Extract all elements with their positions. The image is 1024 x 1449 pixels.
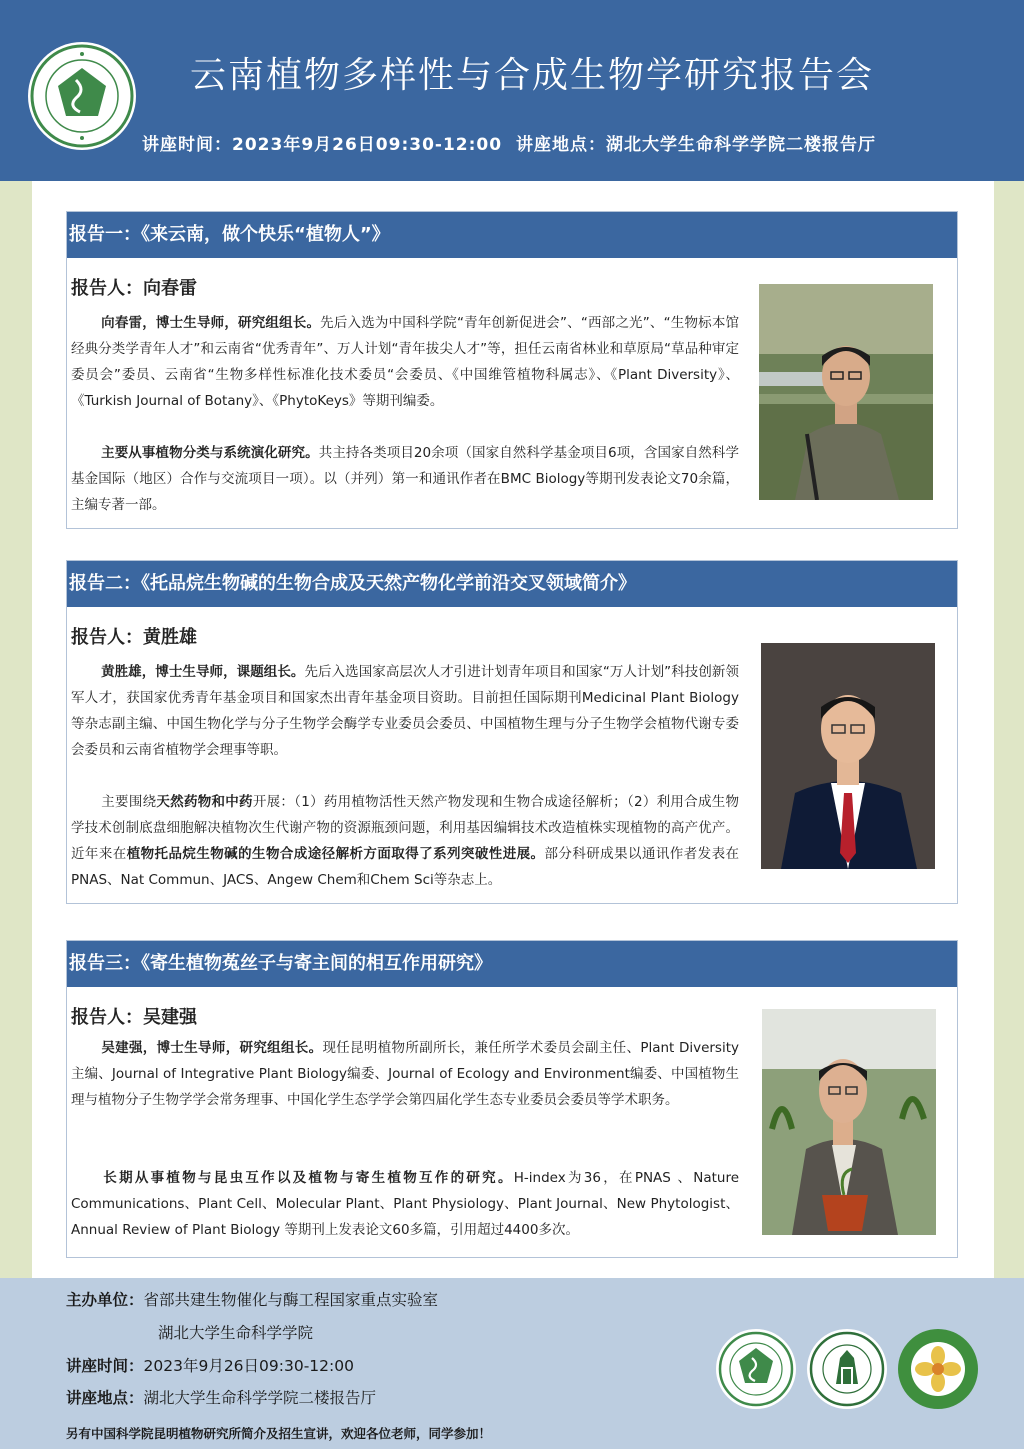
report-3-bio (71, 1035, 739, 1113)
report-2-research (71, 789, 739, 893)
report-1-speaker: 报告人：向春雷 (71, 278, 197, 299)
report-3-research-text: H-index为36，在PNAS 、Nature Communications、Plant Cell、Molecular Plant、Plant Physiology、Plant Journal、New Phytologist、Annual Review of Plant Biology 等期刊上发表论文60多篇，引用超过4400多次。 (71, 1170, 740, 1238)
footer-note: 另有中国科学院昆明植物研究所简介及招生宣讲，欢迎各位老师，同学参加！ (66, 1426, 492, 1441)
content-panel (32, 181, 994, 1278)
speaker-1-photo (759, 284, 933, 500)
header-time-value: 2023年9月26日09:30-12:00 (232, 135, 503, 155)
speaker-2-photo (761, 643, 935, 869)
report-2-research-pre: 主要围绕 (101, 794, 157, 810)
report-3-bio-text: 现任昆明植物所副所长，兼任所学术委员会副主任、Plant Diversity主编、Journal of Integrative Plant Biology编委、Journal of Ecology and Environment编委、中国植物生理与植物分子生物学学会常务理事、中国化学生态学学会第四届化学生态专业委员会委员等学术职务。 (71, 1040, 739, 1108)
report-3-research (71, 1165, 739, 1243)
footer-host-2: 湖北大学生命科学学院 (158, 1324, 314, 1342)
report-1-title: 报告一：《来云南，做个快乐“植物人”》 (67, 212, 957, 258)
hubei-university-icon (806, 1328, 888, 1410)
page-title: 云南植物多样性与合成生物学研究报告会 (190, 55, 875, 96)
footer-place-value: 湖北大学生命科学学院二楼报告厅 (143, 1389, 377, 1407)
kunming-institute-icon (897, 1328, 979, 1410)
report-3-speaker: 报告人：吴建强 (71, 1007, 197, 1028)
report-3-research-lead: 长期从事植物与昆虫互作以及植物与寄生植物互作的研究。 (101, 1170, 514, 1186)
report-1-bio-text: 先后入选为中国科学院“青年创新促进会”、“西部之光”、“生物标本馆经典分类学青年人才”和云南省“优秀青年”、万人计划“青年拔尖人才”等，担任云南省林业和草原局“草品种审定委员会”委员、云南省“生物多样性标准化技术委员“会委员、《中国维管植物科属志》、《Plant Diversity》、《Turkish Journal of Botany》、《PhytoKeys》等期刊编委。 (71, 315, 740, 409)
report-1 (66, 211, 958, 529)
report-2-research-mid: 开展：（1）药用植物活性天然产物发现和生物合成途径解析；（2）利用合成生物学技术创制底盘细胞解决植物次生代谢产物的资源瓶颈问题，利用基因编辑技术改造植株实现植物的高产优产。近年来在 (71, 794, 740, 862)
footer-place (66, 1386, 376, 1408)
header-place-value: 湖北大学生命科学学院二楼报告厅 (606, 135, 876, 155)
report-1-bio-lead: 向春雷，博士生导师，研究组组长。 (101, 315, 321, 331)
footer-host (66, 1288, 438, 1310)
footer-host-label: 主办单位： (66, 1291, 144, 1309)
report-3-title: 报告三：《寄生植物菟丝子与寄主间的相互作用研究》 (67, 941, 957, 987)
report-2-bio-lead: 黄胜雄，博士生导师，课题组长。 (101, 664, 305, 680)
footer (0, 1278, 1024, 1449)
report-2-bio (71, 659, 739, 763)
report-2-title: 报告二：《托品烷生物碱的生物合成及天然产物化学前沿交叉领域简介》 (67, 561, 957, 607)
header-time-label: 讲座时间： (142, 135, 232, 155)
report-2-research-bold-1: 天然药物和中药 (156, 794, 253, 810)
lab-seal-icon (26, 40, 138, 152)
report-1-research-text: 共主持各类项目20余项（国家自然科学基金项目6项，含国家自然科学基金国际（地区）合作与交流项目一项）。以（并列）第一和通讯作者在BMC Biology等期刊发表论文70余篇，主编专著一部。 (71, 445, 739, 513)
report-1-research-lead: 主要从事植物分类与系统演化研究。 (101, 445, 319, 461)
footer-time-value: 2023年9月26日09:30-12:00 (143, 1357, 354, 1375)
report-2 (66, 560, 958, 904)
header-banner (0, 0, 1024, 181)
report-2-research-post: 部分科研成果以通讯作者发表在PNAS、Nat Commun、JACS、Angew Chem和Chem Sci等杂志上。 (71, 846, 740, 888)
footer-time-label: 讲座时间： (66, 1357, 144, 1375)
footer-place-label: 讲座地点： (66, 1389, 144, 1407)
report-2-speaker: 报告人：黄胜雄 (71, 627, 197, 648)
report-2-research-bold-2: 植物托品烷生物碱的生物合成途径解析方面取得了系列突破性进展。 (126, 846, 545, 862)
lab-seal-icon (715, 1328, 797, 1410)
header-time (142, 130, 502, 155)
report-3 (66, 940, 958, 1258)
report-1-research (71, 440, 739, 518)
header-place-label: 讲座地点： (516, 135, 606, 155)
footer-time (66, 1354, 354, 1376)
footer-host-1: 省部共建生物催化与酶工程国家重点实验室 (143, 1291, 439, 1309)
report-1-bio (71, 310, 739, 414)
report-2-bio-text: 先后入选国家高层次人才引进计划青年项目和国家“万人计划”科技创新领军人才，获国家优秀青年基金项目和国家杰出青年基金项目资助。目前担任国际期刊Medicinal Plant Biology等杂志副主编、中国生物化学与分子生物学会酶学专业委员会委员、中国植物生理与分子生物学会植物代谢专委会委员和云南省植物学会理事等职。 (71, 664, 739, 758)
report-3-bio-lead: 吴建强，博士生导师，研究组组长。 (101, 1040, 323, 1056)
header-place (516, 130, 876, 155)
speaker-3-photo (762, 1009, 936, 1235)
